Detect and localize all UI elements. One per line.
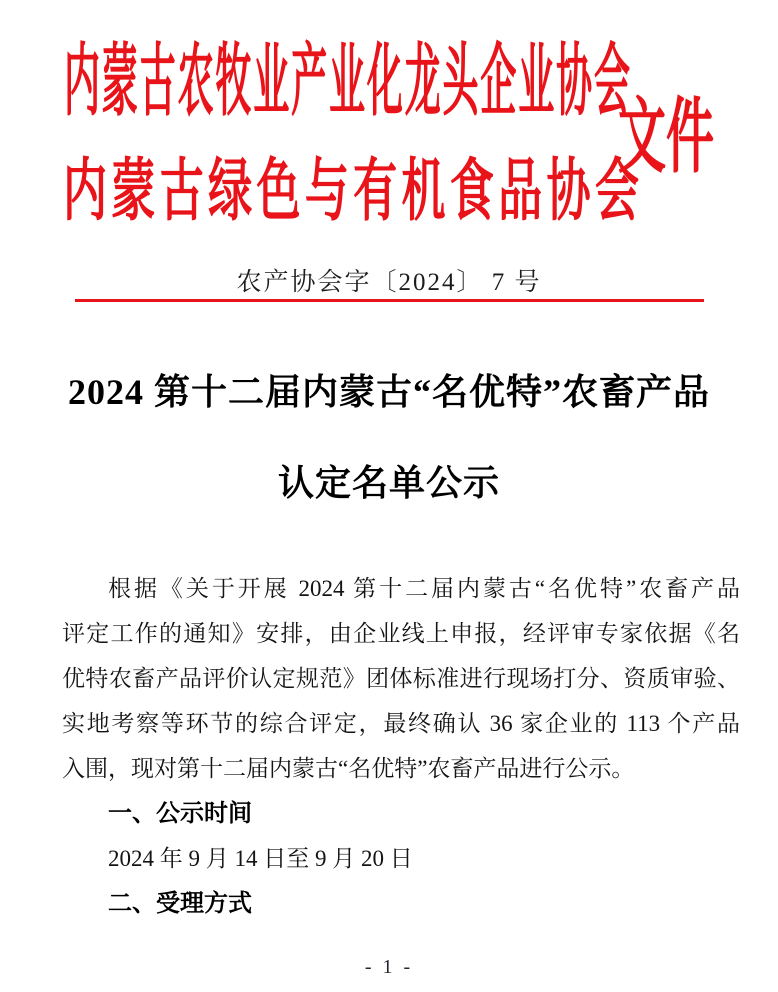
header-doc-type-label: 文件 <box>618 92 715 183</box>
section-2-heading: 二、受理方式 <box>108 890 252 917</box>
header-org-name-1: 内蒙古农牧业产业化龙头企业协会 <box>64 37 630 126</box>
doc-reference-number: 农产协会字〔2024〕 7 号 <box>236 269 542 296</box>
paragraph-line: 评定工作的通知》安排，由企业线上申报，经评审专家依据《名 <box>62 621 740 646</box>
paragraph-line: 根据《关于开展 2024 第十二届内蒙古“名优特”农畜产品 <box>108 576 740 601</box>
paragraph-line: 优特农畜产品评价认定规范》团体标准进行现场打分、资质审验、 <box>62 666 740 691</box>
body-paragraph <box>62 566 740 926</box>
paragraph-line: 入围，现对第十二届内蒙古“名优特”农畜产品进行公示。 <box>62 756 635 781</box>
document-title-line-2: 认定名单公示 <box>277 463 500 503</box>
document-title-line-1: 2024 第十二届内蒙古“名优特”农畜产品 <box>67 372 710 412</box>
red-separator-line <box>75 299 704 302</box>
section-1-heading: 一、公示时间 <box>108 800 252 827</box>
page-number: - 1 - <box>364 956 414 978</box>
paragraph-line: 实地考察等环节的综合评定，最终确认 36 家企业的 113 个产品 <box>62 711 740 736</box>
section-1-date: 2024 年 9 月 14 日至 9 月 20 日 <box>108 846 413 871</box>
header-org-name-2: 内蒙古绿色与有机食品协会 <box>63 153 639 230</box>
